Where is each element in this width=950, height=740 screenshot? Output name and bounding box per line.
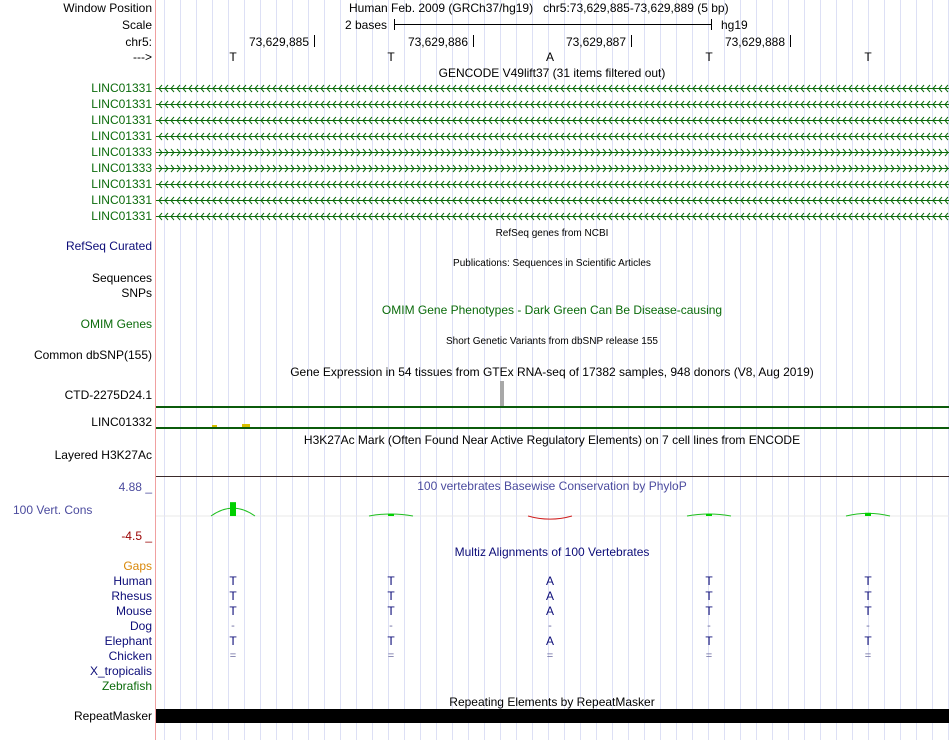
scale-bar-right-tick [711,19,712,30]
label-divider [155,0,156,740]
multiz-base: T [705,574,713,588]
gencode-gene-label[interactable]: LINC01331 [91,129,152,143]
multiz-base: = [387,650,395,662]
multiz-base: T [229,634,237,648]
gencode-gene-label[interactable]: LINC01331 [91,193,152,207]
multiz-base: T [229,574,237,588]
grid-line [916,0,917,740]
multiz-base: = [705,650,713,662]
gtex-gene-line-2 [156,427,949,429]
gencode-title: GENCODE V49lift37 (31 items filtered out) [438,66,666,80]
omim-title: OMIM Gene Phenotypes - Dark Green Can Be Disease-causing [381,303,723,317]
phylop-score-bar [230,502,236,516]
gencode-gene-label[interactable]: LINC01331 [91,97,152,111]
grid-line [948,0,949,740]
ruler-base: T [387,50,395,64]
phylop-score-bar [865,513,871,516]
gtex-small-bar-2 [242,424,250,427]
grid-line [852,0,853,740]
multiz-base: - [389,620,393,632]
multiz-base: T [705,634,713,648]
grid-line [164,0,165,740]
gencode-gene-feature[interactable] [156,164,949,173]
multiz-species-label[interactable]: Chicken [108,649,152,663]
multiz-base: T [387,574,395,588]
dbsnp-title: Short Genetic Variants from dbSNP release 155 [446,336,658,347]
gencode-gene-feature[interactable] [156,116,949,125]
multiz-base: T [705,589,713,603]
repeat-label[interactable]: RepeatMasker [73,709,152,723]
grid-line [276,0,277,740]
phylop-min: -4.5 _ [121,529,152,543]
multiz-base: A [545,589,555,603]
gencode-gene-feature[interactable] [156,212,949,221]
ruler-base: T [229,50,237,64]
gtex-title: Gene Expression in 54 tissues from GTEx RNA-seq of 17382 samples, 948 donors (V8, Aug 2019) [290,365,814,379]
gencode-gene-feature[interactable] [156,196,949,205]
refseq-label[interactable]: RefSeq Curated [65,239,152,253]
phylop-max: 4.88 _ [118,480,152,494]
grid-line [820,0,821,740]
ruler-base: T [864,50,872,64]
multiz-base: T [705,604,713,618]
gtex-track-row1 [156,381,949,407]
multiz-base: = [864,650,872,662]
ruler-tick [473,35,474,47]
multiz-base: = [546,650,554,662]
strand-label: ---> [133,50,152,64]
h3k27ac-baseline [156,476,949,477]
ruler-tick [314,35,315,47]
ruler-base: T [705,50,713,64]
grid-line [196,0,197,740]
gtex-gene-line-1 [156,406,949,408]
ruler-position: 73,629,886 [407,35,468,49]
grid-line [836,0,837,740]
window-position-value: Human Feb. 2009 (GRCh37/hg19) chr5:73,629,885-73,629,889 (5 bp) [349,1,729,15]
scale-bar-left-tick [394,19,395,30]
multiz-title: Multiz Alignments of 100 Vertebrates [454,545,650,559]
grid-line [932,0,933,740]
grid-line [244,0,245,740]
multiz-base: T [229,589,237,603]
multiz-species-label[interactable]: Mouse [115,604,152,618]
gencode-gene-label[interactable]: LINC01331 [91,81,152,95]
grid-line [884,0,885,740]
scale-bar [394,24,712,25]
phylop-label[interactable]: 100 Vert. Cons [13,503,93,517]
gencode-gene-label[interactable]: LINC01331 [91,177,152,191]
phylop-title: 100 vertebrates Basewise Conservation by PhyloP [417,479,687,493]
omim-label[interactable]: OMIM Genes [80,317,152,331]
phylop-score-bar [388,514,394,516]
multiz-base: - [548,620,552,632]
dbsnp-label[interactable]: Common dbSNP(155) [33,348,152,362]
multiz-base: T [229,604,237,618]
multiz-base: T [864,574,872,588]
snps-label[interactable]: SNPs [121,286,152,300]
multiz-base: - [707,620,711,632]
multiz-base: A [545,574,555,588]
gencode-gene-feature[interactable] [156,180,949,189]
multiz-species-label[interactable]: Elephant [104,634,152,648]
multiz-base: T [387,604,395,618]
multiz-base: - [231,620,235,632]
chrom-label: chr5: [125,35,152,49]
multiz-base: A [545,634,555,648]
multiz-base: T [387,634,395,648]
phylop-graph [156,490,949,540]
grid-line [212,0,213,740]
gtex-gene-linc01332[interactable]: LINC01332 [91,415,152,429]
scale-assembly: hg19 [721,18,748,32]
multiz-base: = [229,650,237,662]
multiz-species-label[interactable]: Rhesus [111,589,152,603]
scale-label: Scale [121,18,152,32]
ruler-tick [631,35,632,47]
repeat-title: Repeating Elements by RepeatMasker [449,695,655,709]
grid-line [900,0,901,740]
multiz-species-label[interactable]: X_tropicalis [89,664,152,678]
multiz-base: T [387,589,395,603]
gencode-gene-label[interactable]: LINC01333 [91,161,152,175]
gencode-gene-feature[interactable] [156,132,949,141]
multiz-species-label[interactable]: Zebrafish [101,679,152,693]
gtex-small-bar-1 [212,425,217,427]
grid-line [260,0,261,740]
sequences-label[interactable]: Sequences [91,271,152,285]
scale-bases: 2 bases [345,18,388,32]
h3k27ac-label[interactable]: Layered H3K27Ac [54,448,152,462]
gaps-label[interactable]: Gaps [123,559,152,573]
ruler-position: 73,629,888 [724,35,785,49]
window-position-label: Window Position [63,1,152,15]
gencode-gene-feature[interactable] [156,148,949,157]
multiz-base: T [864,589,872,603]
phylop-score-bar [706,514,712,516]
multiz-species-label[interactable]: Human [113,574,152,588]
gencode-gene-label[interactable]: LINC01331 [91,209,152,223]
gencode-gene-feature[interactable] [156,84,949,93]
h3k27ac-title: H3K27Ac Mark (Often Found Near Active Regulatory Elements) on 7 cell lines from ENCODE [303,433,801,447]
gtex-expression-bar [500,381,504,407]
multiz-base: A [545,604,555,618]
repeatmasker-block[interactable] [156,709,949,723]
multiz-base: - [866,620,870,632]
ruler-position: 73,629,887 [565,35,626,49]
ruler-tick [790,35,791,47]
multiz-base: T [864,634,872,648]
grid-line [228,0,229,740]
gencode-gene-label[interactable]: LINC01333 [91,145,152,159]
multiz-base: T [864,604,872,618]
gtex-gene-ctd[interactable]: CTD-2275D24.1 [64,388,152,402]
ruler-base: A [545,50,555,64]
multiz-species-label[interactable]: Dog [129,619,152,633]
publications-title: Publications: Sequences in Scientific Articles [453,258,651,269]
gencode-gene-feature[interactable] [156,100,949,109]
refseq-title: RefSeq genes from NCBI [495,228,609,239]
gencode-gene-label[interactable]: LINC01331 [91,113,152,127]
ruler-position: 73,629,885 [248,35,309,49]
grid-line [180,0,181,740]
